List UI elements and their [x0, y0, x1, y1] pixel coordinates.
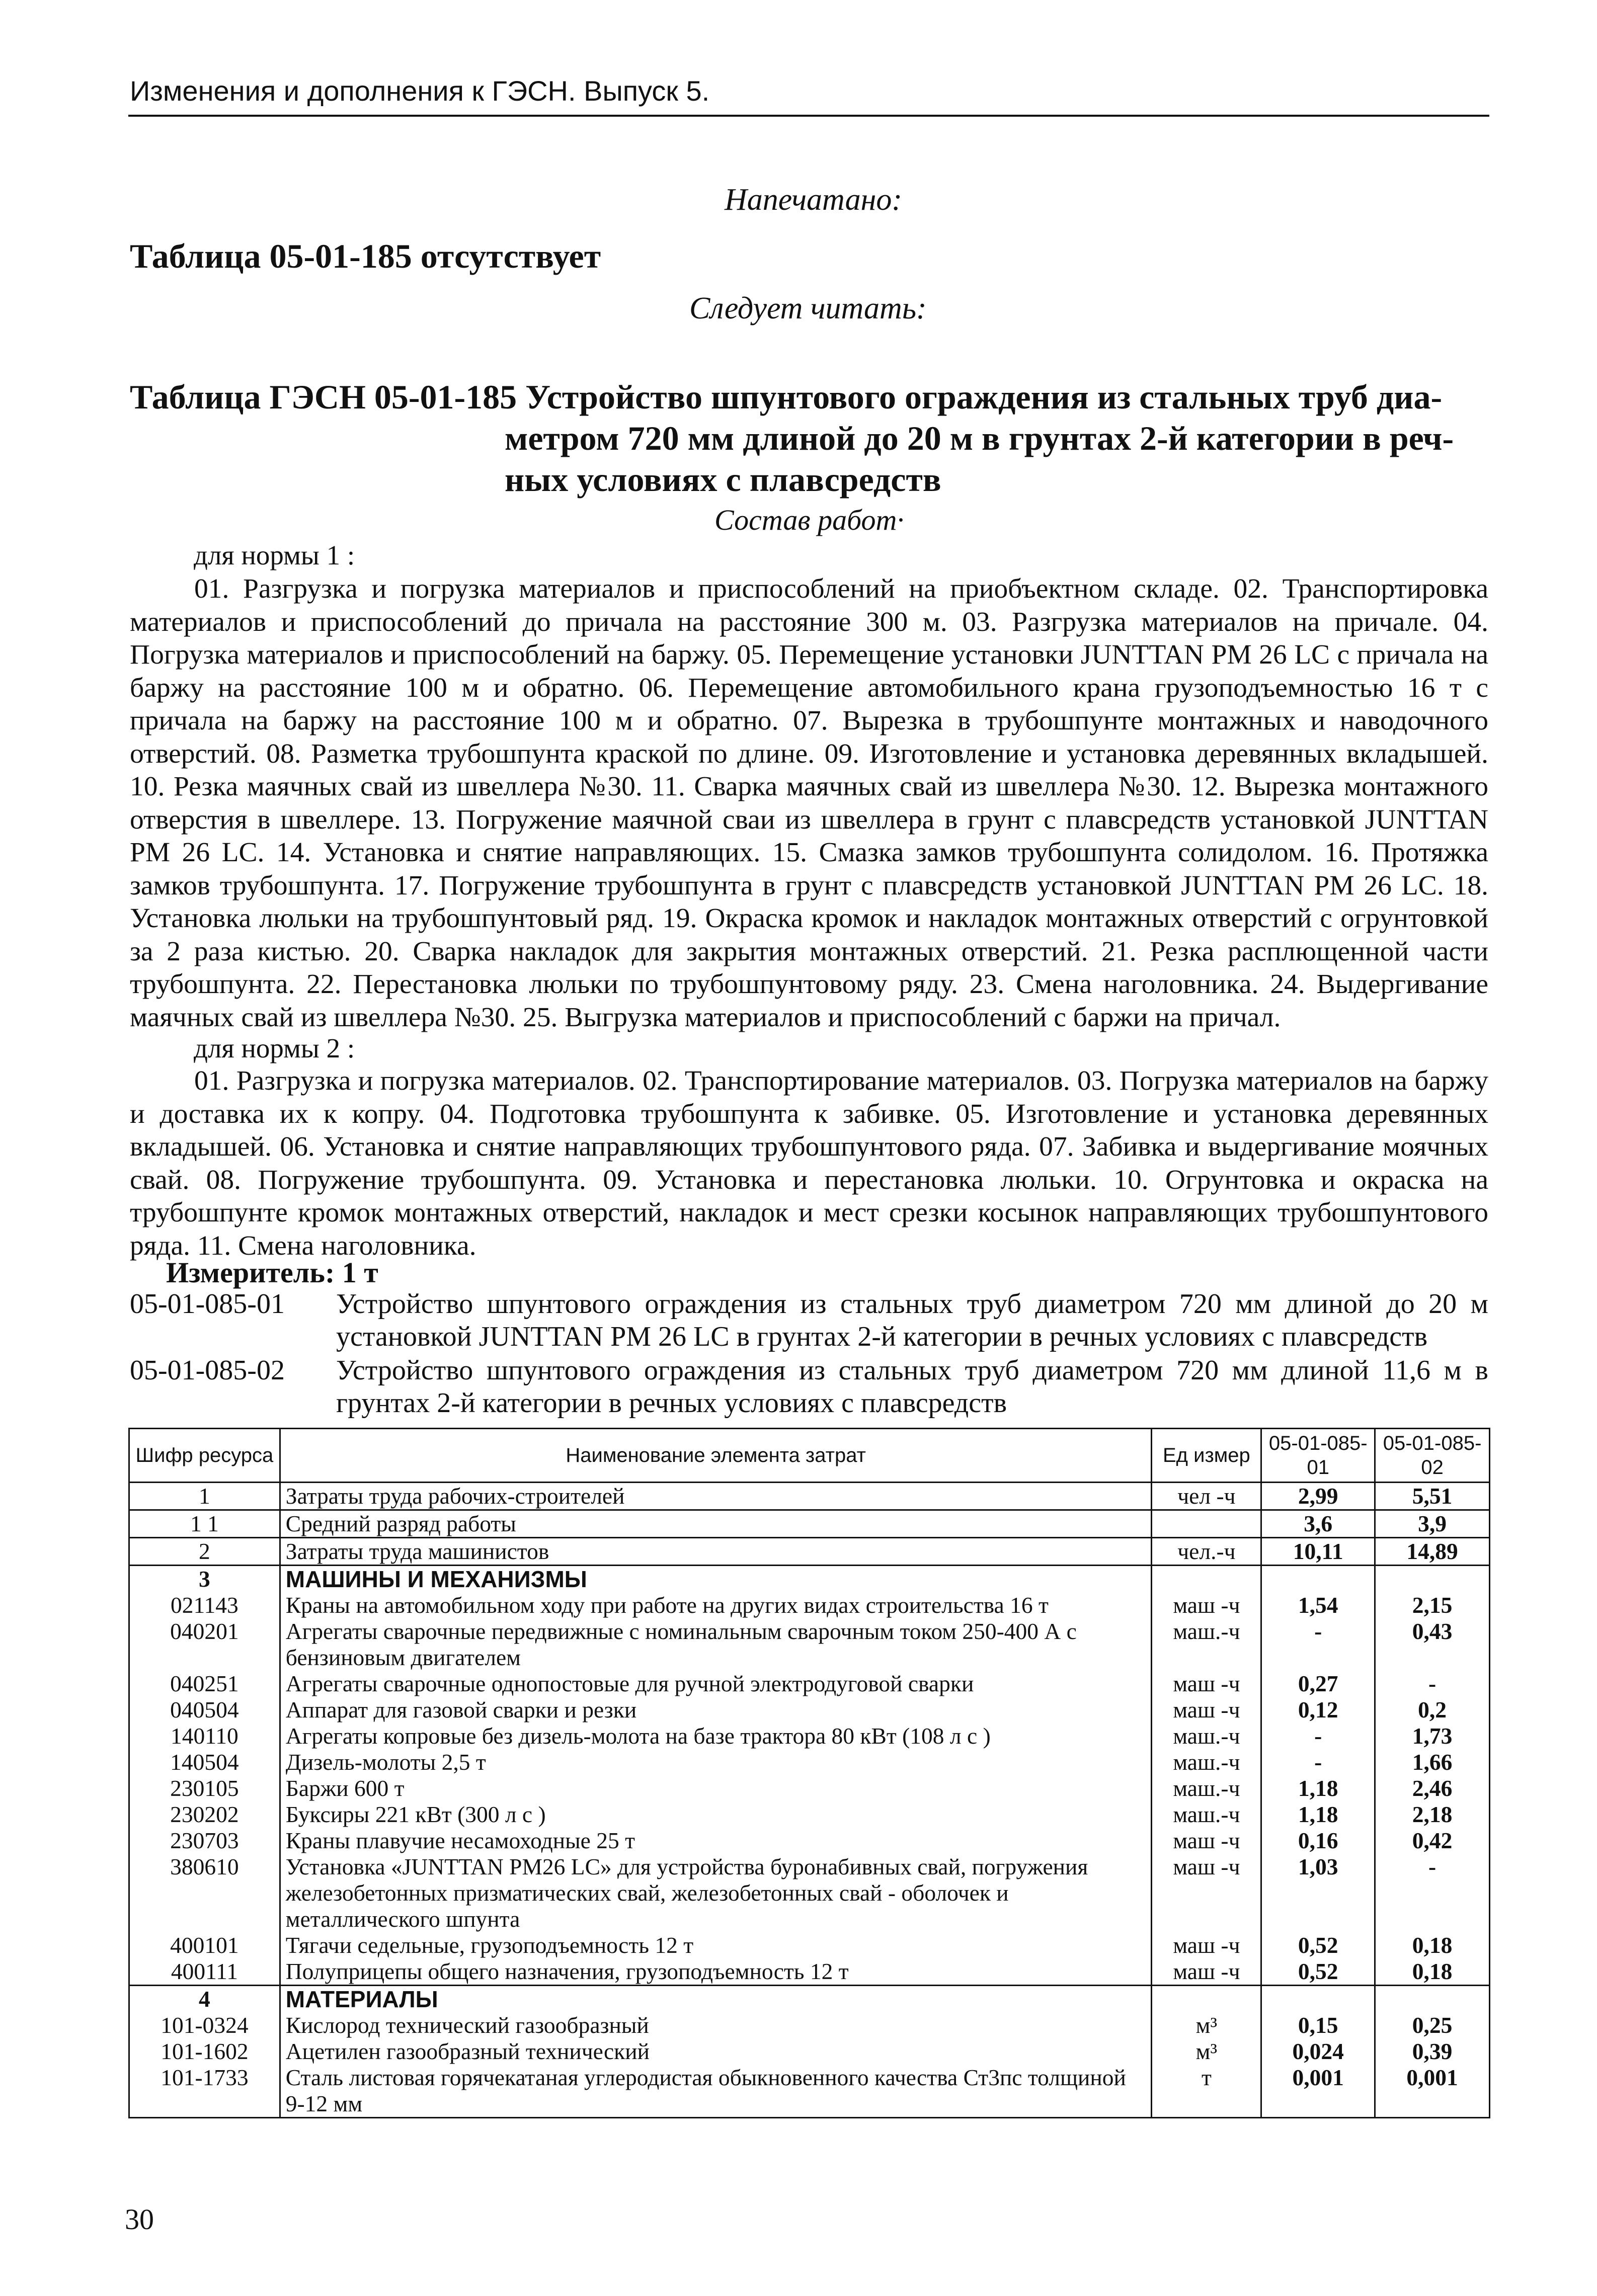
- section-row: [129, 1566, 1490, 1593]
- cost-element-cell: Агрегаты сварочные передвижные с номинальным сварочным током 250-400 А с бензиновым двигателем: [280, 1618, 1152, 1671]
- unit-cell: маш -ч: [1152, 1932, 1261, 1958]
- unit-cell: [1152, 1566, 1261, 1593]
- cost-element-cell: Агрегаты копровые без дизель-молота на базе трактора 80 кВт (108 л с ): [280, 1723, 1152, 1749]
- work-composition-title: Состав работ·: [714, 504, 904, 536]
- norm-01-value-cell: 0,52: [1261, 1932, 1375, 1958]
- table-row: [129, 1618, 1490, 1671]
- table-row: [129, 2012, 1490, 2038]
- norm-01-value-cell: 1,18: [1261, 1801, 1375, 1828]
- unit-cell: маш.-ч: [1152, 1618, 1261, 1671]
- norm-02-value-cell: -: [1375, 1671, 1490, 1697]
- resource-code-cell: 1: [129, 1483, 280, 1510]
- unit-cell: маш -ч: [1152, 1592, 1261, 1618]
- resource-code-cell: 400101: [129, 1932, 280, 1958]
- printed-label: Напечатано:: [725, 183, 902, 217]
- norm-01-value-cell: 0,15: [1261, 2012, 1375, 2038]
- norm-01-value-cell: -: [1261, 1749, 1375, 1775]
- norm-01-value-cell: -: [1261, 1723, 1375, 1749]
- table-row: [129, 1483, 1490, 1510]
- cost-element-cell: Тягачи седельные, грузоподъемность 12 т: [280, 1932, 1152, 1958]
- resource-code-cell: 230105: [129, 1775, 280, 1801]
- cost-element-cell: Кислород технический газообразный: [280, 2012, 1152, 2038]
- table-title-line-2: метром 720 мм длиной до 20 м в грунтах 2-й категории в реч-: [505, 419, 1454, 457]
- norm-01-value-cell: 10,11: [1261, 1538, 1375, 1566]
- page-number: 30: [125, 2203, 154, 2236]
- cost-element-cell: Ацетилен газообразный технический: [280, 2038, 1152, 2065]
- cost-element-cell: Полуприцепы общего назначения, грузоподъемность 12 т: [280, 1958, 1152, 1986]
- header-unit: Ед измер: [1152, 1429, 1261, 1483]
- table-row: [129, 1932, 1490, 1958]
- norm-02-value-cell: -: [1375, 1854, 1490, 1932]
- table-title: [130, 376, 1454, 500]
- norm-02-value-cell: 1,66: [1375, 1749, 1490, 1775]
- norm-description: Устройство шпунтового ограждения из стальных труб диаметром 720 мм длиной до 20 м установкой JUNTTAN PM 26 LC в грунтах 2-й категории в речных условиях с плавсредств: [336, 1288, 1488, 1352]
- unit-cell: чел -ч: [1152, 1483, 1261, 1510]
- unit-cell: [1152, 1986, 1261, 2013]
- cost-element-cell: Буксиры 221 кВт (300 л с ): [280, 1801, 1152, 1828]
- header-cost-element: Наименование элемента затрат: [280, 1429, 1152, 1483]
- resource-code-cell: 040504: [129, 1697, 280, 1723]
- norm-02-value-cell: 2,18: [1375, 1801, 1490, 1828]
- norm-02-value-cell: 2,46: [1375, 1775, 1490, 1801]
- norm2-label: для нормы 2 :: [194, 1033, 355, 1063]
- unit-cell: чел.-ч: [1152, 1538, 1261, 1566]
- table-row: [129, 1801, 1490, 1828]
- resource-code-cell: 101-0324: [129, 2012, 280, 2038]
- resource-code-cell: 021143: [129, 1592, 280, 1618]
- table-title-line-3: ных условиях с плавсредств: [505, 460, 941, 499]
- norm-01-value-cell: 0,001: [1261, 2065, 1375, 2118]
- unit-cell: маш.-ч: [1152, 1723, 1261, 1749]
- table-row: [129, 1723, 1490, 1749]
- should-read-label: Следует читать:: [689, 291, 927, 325]
- cost-element-cell: Баржи 600 т: [280, 1775, 1152, 1801]
- norm-02-value-cell: 0,43: [1375, 1618, 1490, 1671]
- unit-cell: маш.-ч: [1152, 1801, 1261, 1828]
- table-row: [129, 1671, 1490, 1697]
- norm-02-value-cell: 0,2: [1375, 1697, 1490, 1723]
- norm-01-value-cell: 1,18: [1261, 1775, 1375, 1801]
- table-row: [129, 1538, 1490, 1566]
- norm2-work-text: 01. Разгрузка и погрузка материалов. 02. Транспортирование материалов. 03. Погрузка материалов на баржу и доставка их к копру. 04. Подготовка трубошпунта к забивке. 05. Изготовление и установка деревянных вкладышей. 06. Установка и снятие направляющих трубошпунтового ряда. 07. Забивка и выдергивание моячных свай. 08. Погружение трубошпунта. 09. Установка и перестановка люльки. 10. Огрунтовка и окраска на трубошпунте кромок монтажных отверстий, накладок и мест срезки косынок направляющих трубошпунтового ряда. 11. Смена наголовника.: [130, 1065, 1488, 1261]
- section-title-cell: МАШИНЫ И МЕХАНИЗМЫ: [280, 1566, 1152, 1593]
- unit-cell: маш -ч: [1152, 1958, 1261, 1986]
- absent-table-note: Таблица 05-01-185 отсутствует: [130, 237, 601, 275]
- cost-element-cell: Затраты труда машинистов: [280, 1538, 1152, 1566]
- unit-cell: маш -ч: [1152, 1854, 1261, 1932]
- table-row: [129, 1854, 1490, 1932]
- norm-02-value-cell: 5,51: [1375, 1483, 1490, 1510]
- norm-01-value-cell: 0,12: [1261, 1697, 1375, 1723]
- cost-element-cell: Дизель-молоты 2,5 т: [280, 1749, 1152, 1775]
- cost-element-cell: Затраты труда рабочих-строителей: [280, 1483, 1152, 1510]
- resource-code-cell: 380610: [129, 1854, 280, 1932]
- cost-element-cell: Краны на автомобильном ходу при работе на других видах строительства 16 т: [280, 1592, 1152, 1618]
- norm1-work-text: 01. Разгрузка и погрузка материалов и приспособлений на приобъектном складе. 02. Транспортировка материалов и приспособлений до причала на расстояние 300 м. 03. Разгрузка материалов на причале. 04. Погрузка материалов и приспособлений на баржу. 05. Перемещение установки JUNTTAN PM 26 LC с причала на баржу на расстояние 100 м и обратно. 06. Перемещение автомобильного крана грузоподъемностью 16 т с причала на баржу на расстояние 100 м и обратно. 07. Вырезка в трубошпунте монтажных и наводочного отверстий. 08. Разметка трубошпунта краской по длине. 09. Изготовление и установка деревянных вкладышей. 10. Резка маячных свай из швеллера №30. 11. Сварка маячных свай из швеллера №30. 12. Вырезка монтажного отверстия в швеллере. 13. Погружение маячной сваи из швеллера в грунт с плавсредств установкой JUNTTAN PM 26 LC. 14. Установка и снятие направляющих. 15. Смазка замков трубошпунта солидолом. 16. Протяжка замков трубошпунта. 17. Погружение трубошпунта в грунт с плавсредств установкой JUNTTAN PM 26 LC. 18. Установка люльки на трубошпунтовый ряд. 19. Окраска кромок и накладок монтажных отверстий с огрунтовкой за 2 раза кистью. 20. Сварка накладок для закрытия монтажных отверстий. 21. Резка расплющенной части трубошпунта. 22. Перестановка люльки по трубошпунтовому ряду. 23. Смена наголовника. 24. Выдергивание маячных свай из швеллера №30. 25. Выгрузка материалов и приспособлений с баржи на причал.: [130, 573, 1488, 1033]
- norm-02-value-cell: 0,39: [1375, 2038, 1490, 2065]
- norm-02-value-cell: [1375, 1986, 1490, 2013]
- cost-element-cell: Агрегаты сварочные однопостовые для ручной электродуговой сварки: [280, 1671, 1152, 1697]
- norm-02-value-cell: 0,25: [1375, 2012, 1490, 2038]
- table-row: [129, 1749, 1490, 1775]
- header-resource-code: Шифр ресурса: [129, 1429, 280, 1483]
- table-row: [129, 1510, 1490, 1538]
- resource-code-cell: 101-1602: [129, 2038, 280, 2065]
- norm-description: Устройство шпунтового ограждения из стальных труб диаметром 720 мм длиной 11,6 м в грунтах 2-й категории в речных условиях с плавсредств: [336, 1355, 1488, 1419]
- norm-01-value-cell: 1,03: [1261, 1854, 1375, 1932]
- section-row: [129, 1986, 1490, 2013]
- resource-code-cell: 2: [129, 1538, 280, 1566]
- table-row: [129, 1775, 1490, 1801]
- norm-01-value-cell: 0,27: [1261, 1671, 1375, 1697]
- header-rule: [128, 115, 1489, 117]
- norm-01-value-cell: -: [1261, 1618, 1375, 1671]
- meter-unit: Измеритель: 1 т: [166, 1256, 378, 1289]
- table-row: [129, 1592, 1490, 1618]
- norm-01-value-cell: 3,6: [1261, 1510, 1375, 1538]
- resource-code-cell: 230703: [129, 1828, 280, 1854]
- resource-code-cell: 1 1: [129, 1510, 280, 1538]
- section-title-cell: МАТЕРИАЛЫ: [280, 1986, 1152, 2013]
- unit-cell: м³: [1152, 2012, 1261, 2038]
- norm-01-value-cell: 1,54: [1261, 1592, 1375, 1618]
- table-title-line-1: Таблица ГЭСН 05-01-185 Устройство шпунтового ограждения из стальных труб диа-: [130, 378, 1443, 416]
- resource-code-cell: 3: [129, 1566, 280, 1593]
- norm-02-value-cell: 0,42: [1375, 1828, 1490, 1854]
- cost-element-cell: Средний разряд работы: [280, 1510, 1152, 1538]
- cost-element-cell: Сталь листовая горячекатаная углеродистая обыкновенного качества Ст3пс толщиной 9-12 мм: [280, 2065, 1152, 2118]
- table-header-row: [129, 1429, 1490, 1483]
- norm-02-value-cell: 2,15: [1375, 1592, 1490, 1618]
- unit-cell: маш -ч: [1152, 1697, 1261, 1723]
- norm-01-value-cell: 0,16: [1261, 1828, 1375, 1854]
- unit-cell: маш -ч: [1152, 1671, 1261, 1697]
- cost-element-cell: Аппарат для газовой сварки и резки: [280, 1697, 1152, 1723]
- norm-02-value-cell: 1,73: [1375, 1723, 1490, 1749]
- table-row: [129, 1958, 1490, 1986]
- table-row: [129, 2038, 1490, 2065]
- norm-02-value-cell: 14,89: [1375, 1538, 1490, 1566]
- header-norm-02: 05-01-085-02: [1375, 1429, 1490, 1483]
- norm-02-value-cell: 0,18: [1375, 1958, 1490, 1986]
- table-row: [129, 2065, 1490, 2118]
- resource-code-cell: 400111: [129, 1958, 280, 1986]
- unit-cell: м³: [1152, 2038, 1261, 2065]
- cost-element-cell: Краны плавучие несамоходные 25 т: [280, 1828, 1152, 1854]
- resource-code-cell: 140504: [129, 1749, 280, 1775]
- norm-01-value-cell: 2,99: [1261, 1483, 1375, 1510]
- norm-01-value-cell: 0,024: [1261, 2038, 1375, 2065]
- norm-01-value-cell: [1261, 1566, 1375, 1593]
- resource-code-cell: 4: [129, 1986, 280, 2013]
- unit-cell: т: [1152, 2065, 1261, 2118]
- norm-code: 05-01-085-01: [130, 1288, 285, 1320]
- table-row: [129, 1697, 1490, 1723]
- norm-02-value-cell: 3,9: [1375, 1510, 1490, 1538]
- norm-code: 05-01-085-02: [130, 1355, 285, 1386]
- unit-cell: [1152, 1510, 1261, 1538]
- resource-code-cell: 140110: [129, 1723, 280, 1749]
- header-norm-01: 05-01-085-01: [1261, 1429, 1375, 1483]
- resource-code-cell: 040251: [129, 1671, 280, 1697]
- norm-02-value-cell: 0,001: [1375, 2065, 1490, 2118]
- resource-code-cell: 101-1733: [129, 2065, 280, 2118]
- norm-01-value-cell: 0,52: [1261, 1958, 1375, 1986]
- resource-code-cell: 040201: [129, 1618, 280, 1671]
- unit-cell: маш.-ч: [1152, 1775, 1261, 1801]
- resource-table: [128, 1428, 1490, 2118]
- norm-02-value-cell: [1375, 1566, 1490, 1593]
- norm-02-value-cell: 0,18: [1375, 1932, 1490, 1958]
- cost-element-cell: Установка «JUNTTAN PM26 LC» для устройства буронабивных свай, погружения железобетонных призматических свай, железобетонных свай - оболочек и металлического шпунта: [280, 1854, 1152, 1932]
- unit-cell: маш.-ч: [1152, 1749, 1261, 1775]
- unit-cell: маш -ч: [1152, 1828, 1261, 1854]
- table-row: [129, 1828, 1490, 1854]
- norm-01-value-cell: [1261, 1986, 1375, 2013]
- running-head: Изменения и дополнения к ГЭСН. Выпуск 5.: [130, 75, 710, 107]
- resource-code-cell: 230202: [129, 1801, 280, 1828]
- norm1-label: для нормы 1 :: [194, 540, 355, 570]
